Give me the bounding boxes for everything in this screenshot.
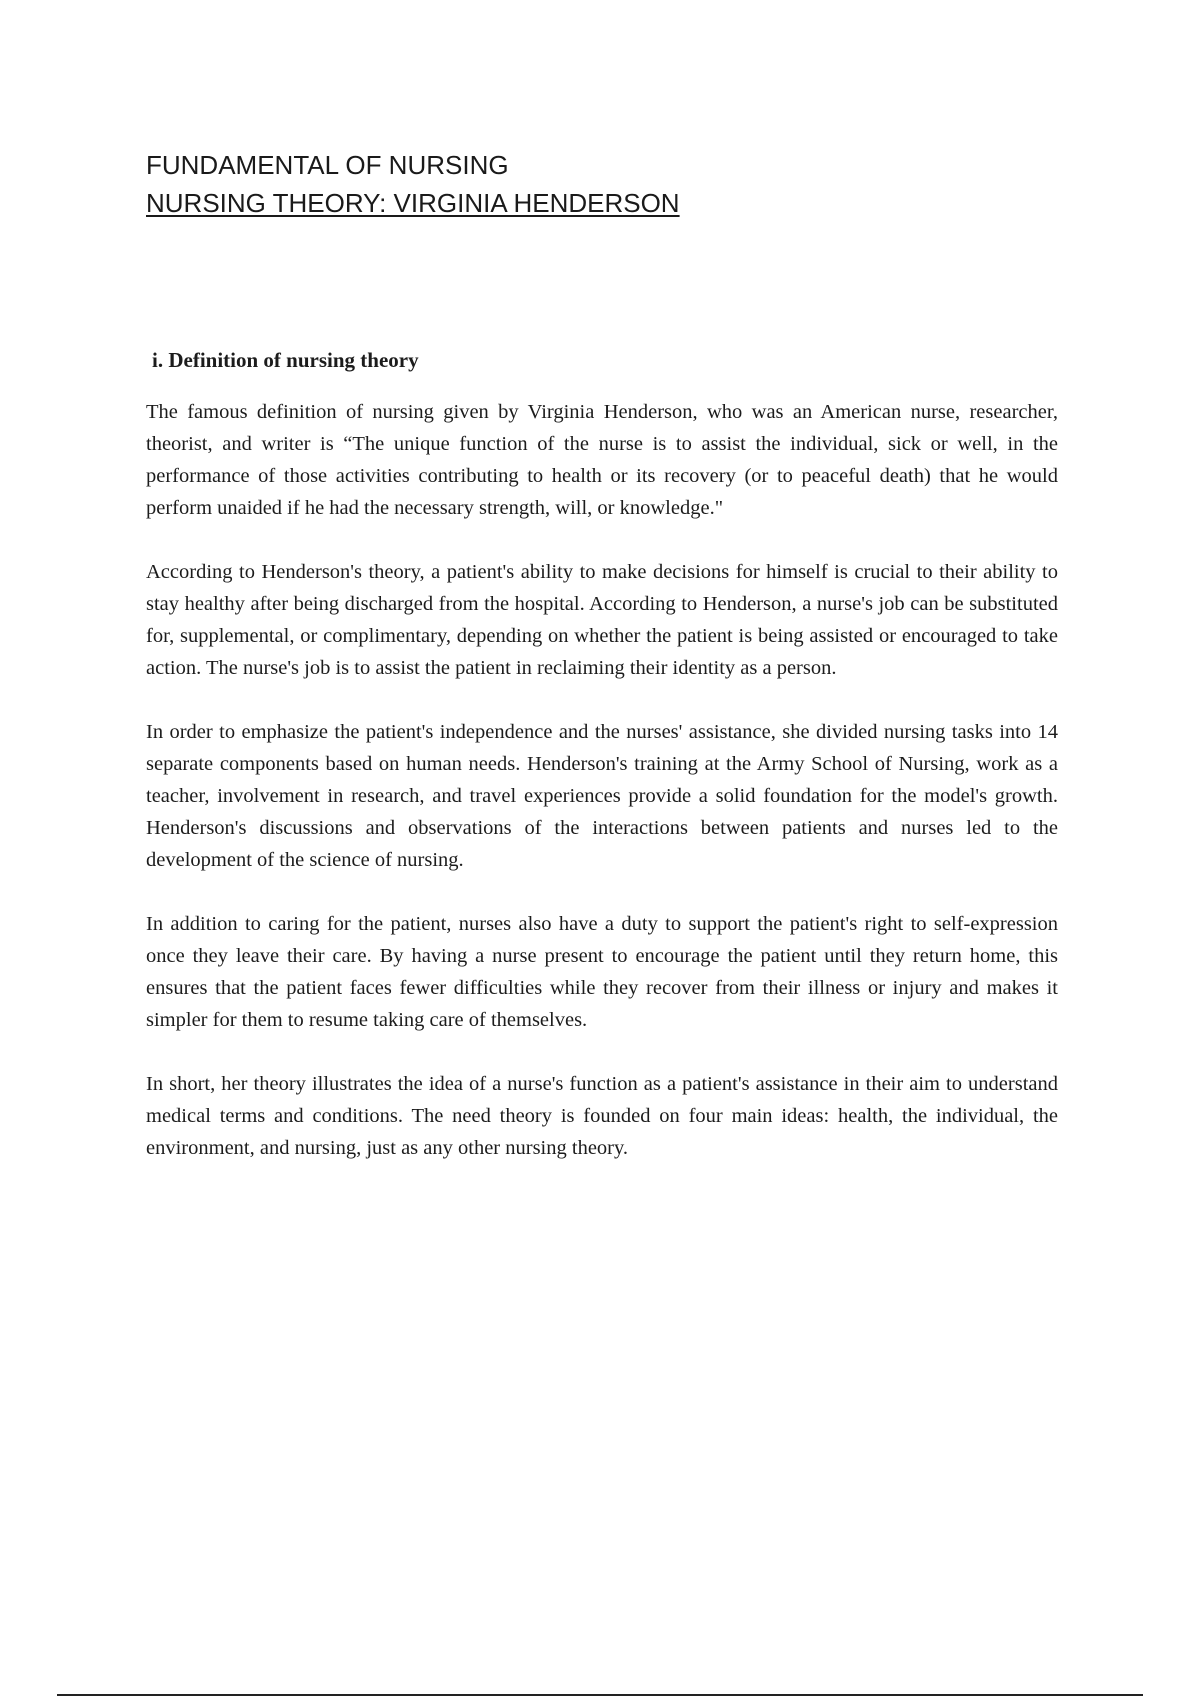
document-header — [146, 146, 680, 222]
document-body — [146, 344, 1058, 1196]
paragraph-patient-decisions: According to Henderson's theory, a patient's ability to make decisions for himself is crucial to their ability to stay healthy after being discharged from the hospital. According to Henderson, a nurse's job can be substituted for, supplemental, or complimentary, depending on whether the patient is being assisted or encouraged to take action. The nurse's job is to assist the patient in reclaiming their identity as a person. — [146, 561, 1058, 679]
paragraph-fourteen-components: In order to emphasize the patient's independence and the nurses' assistance, she divided nursing tasks into 14 separate components based on human needs. Henderson's training at the Army School of Nursing, work as a teacher, involvement in research, and travel experiences provide a solid foundation for the model's growth. Henderson's discussions and observations of the interactions between patients and nurses led to the development of the science of nursing. — [146, 721, 1058, 871]
paragraph-self-expression: In addition to caring for the patient, nurses also have a duty to support the patient's right to self-expression once they leave their care. By having a nurse present to encourage the patient until they return home, this ensures that the patient faces fewer difficulties while they recover from their illness or injury and makes it simpler for them to resume taking care of themselves. — [146, 913, 1058, 1031]
document-subtitle: NURSING THEORY: VIRGINIA HENDERSON — [146, 188, 680, 218]
paragraph-summary: In short, her theory illustrates the idea of a nurse's function as a patient's assistance in their aim to understand medical terms and conditions. The need theory is founded on four main ideas: health, the individual, the environment, and nursing, just as any other nursing theory. — [146, 1073, 1058, 1159]
section-heading: i. Definition of nursing theory — [152, 348, 419, 372]
footer-divider — [57, 1694, 1143, 1696]
paragraph-definition: The famous definition of nursing given by Virginia Henderson, who was an American nurse, researcher, theorist, and writer is “The unique function of the nurse is to assist the individual, sick or well, in the performance of those activities contributing to health or its recovery (or to peaceful death) that he would perform unaided if he had the necessary strength, will, or knowledge." — [146, 401, 1058, 519]
document-title: FUNDAMENTAL OF NURSING — [146, 150, 509, 180]
